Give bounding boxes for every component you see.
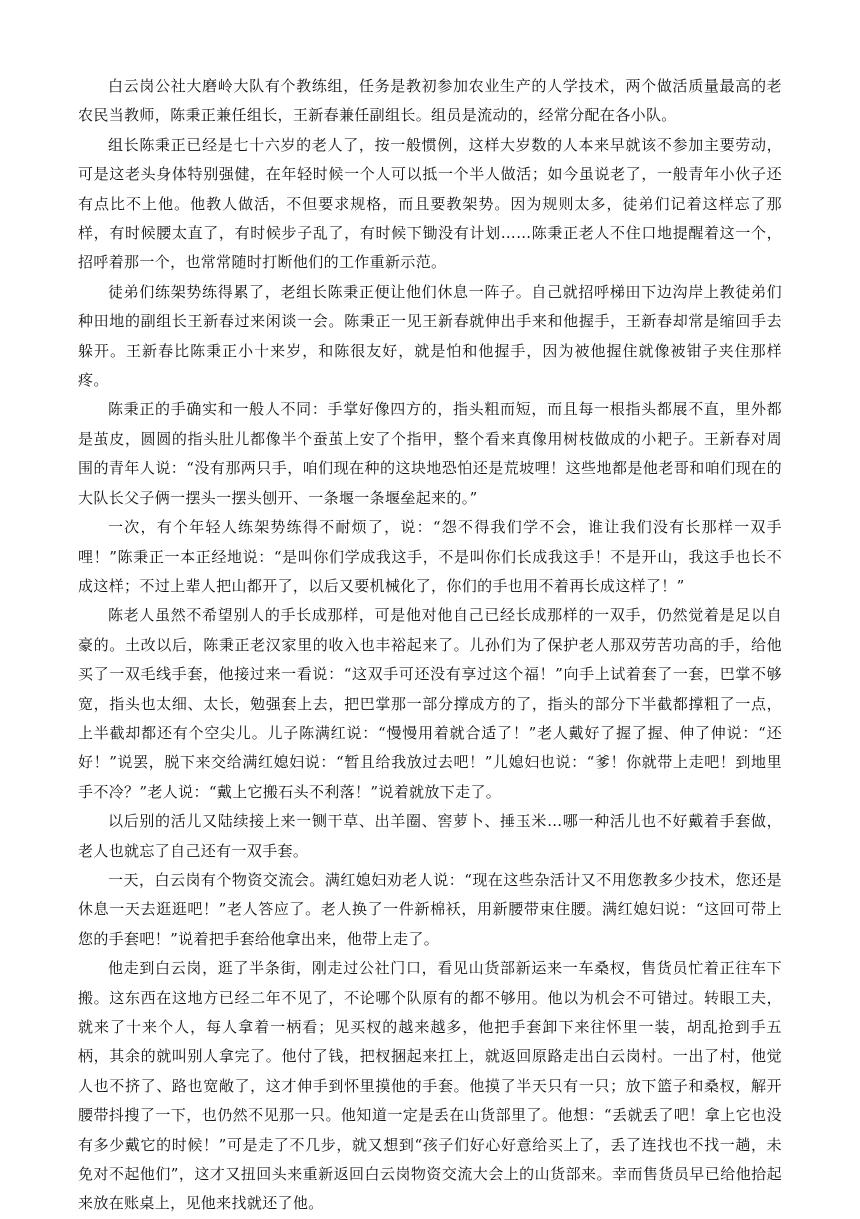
paragraph: 徒弟们练架势练得累了，老组长陈秉正便让他们休息一阵子。自己就招呼梯田下边沟岸上教徒弟们种田地的副组长王新春过来闲谈一会。陈秉正一见王新春就伸出手来和他握手，王新春却常是缩回手去躲开。王新春比陈秉正小十来岁，和陈很友好，就是怕和他握手，因为被他握住就像被钳子夹住那样疼。 <box>78 282 782 390</box>
paragraph: 一次，有个年轻人练架势练得不耐烦了，说：“怨不得我们学不会，谁让我们没有长那样一双手哩！”陈秉正一本正经地说：“是叫你们学成我这手，不是叫你们长成我这手！不是开山，我这手也长不成这样；不过上辈人把山都开了，以后又要机械化了，你们的手也用不着再长成这样了！” <box>78 518 782 595</box>
paragraph: 陈老人虽然不希望别人的手长成那样，可是他对他自己已经长成那样的一双手，仍然觉着是足以自豪的。土改以后，陈秉正老汉家里的收入也丰裕起来了。儿孙们为了保护老人那双劳苦功高的手，给他买了一双毛线手套，他接过来一看说：“这双手可还没有享过这个福！”向手上试着套了一套，巴掌不够宽，指头也太细、太长，勉强套上去，把巴掌那一部分撑成方的了，指头的部分下半截都撑粗了一点，上半截却都还有个空尖儿。儿子陈满红说：“慢慢用着就合适了！”老人戴好了握了握、伸了伸说：“还好！”说罢，脱下来交给满红媳妇说：“暂且给我放过去吧！”儿媳妇也说：“爹！你就带上走吧！到地里手不冷？”老人说：“戴上它搬石头不利落！”说着就放下走了。 <box>78 606 782 801</box>
paragraph: 一天，白云岗有个物资交流会。满红媳妇劝老人说：“现在这些杂活计又不用您教多少技术，您还是休息一天去逛逛吧！”老人答应了。老人换了一件新棉袄，用新腰带束住腰。满红媳妇说：“这回可带上您的手套吧！”说着把手套给他拿出来，他带上走了。 <box>78 870 782 948</box>
paragraph: 以后别的活儿又陆续接上来一铡干草、出羊圈、窖萝卜、捶玉米…哪一种活儿也不好戴着手套做，老人也就忘了自己还有一双手套。 <box>78 812 782 860</box>
paragraph: 陈秉正的手确实和一般人不同：手掌好像四方的，指头粗而短，而且每一根指头都展不直，里外都是茧皮，圆圆的指头肚儿都像半个蚕茧上安了个指甲，整个看来真像用树枝做成的小耙子。王新春对周围的青年人说：“没有那两只手，咱们现在种的这块地恐怕还是荒坡哩！这些地都是他老哥和咱们现在的大队长父子俩一摆头一摆头刨开、一条堰一条堰垒起来的。” <box>78 400 782 507</box>
paragraph: 组长陈秉正已经是七十六岁的老人了，按一般惯例，这样大岁数的人本来早就该不参加主要劳动，可是这老头身体特别强健，在年轻时候一个人可以抵一个半人做活；如今虽说老了，一般青年小伙子还有点比不上他。他教人做活，不但要求规格，而且要教架势。因为规则太多，徒弟们记着这样忘了那样，有时候腰太直了，有时候步子乱了，有时候下锄没有计划……陈秉正老人不住口地提醒着这一个，招呼着那一个，也常常随时打断他们的工作重新示范。 <box>78 135 782 272</box>
document-body <box>78 72 782 1219</box>
paragraph: 白云岗公社大磨岭大队有个教练组，任务是教初参加农业生产的人学技术，两个做活质量最高的老农民当教师，陈秉正兼任组长，王新春兼任副组长。组员是流动的，经常分配在各小队。 <box>78 77 782 125</box>
paragraph: 他走到白云岗，逛了半条街，刚走过公社门口，看见山货部新运来一车桑杈，售货员忙着正往车下搬。这东西在这地方已经二年不见了，不论哪个队原有的都不够用。他以为机会不可错过。转眼工夫，就来了十来个人，每人拿着一柄看；见买杈的越来越多，他把手套卸下来往怀里一装，胡乱抢到手五柄，其余的就叫别人拿完了。他付了钱，把杈捆起来扛上，就返回原路走出白云岗村。一出了村，他觉人也不挤了、路也宽敞了，这才伸手到怀里摸他的手套。他摸了半天只有一只；放下篮子和桑杈，解开腰带抖搜了一下，也仍然不见那一只。他知道一定是丢在山货部里了。他想：“丢就丢了吧！拿上它也没有多少戴它的时候！”可是走了不几步，就又想到“孩子们好心好意给买上了，丢了连找也不找一趟，未免对不起他们”，这才又扭回头来重新返回白云岗物资交流大会上的山货部来。幸而售货员早已给他拾起来放在账桌上，见他来找就还了他。 <box>78 959 782 1213</box>
